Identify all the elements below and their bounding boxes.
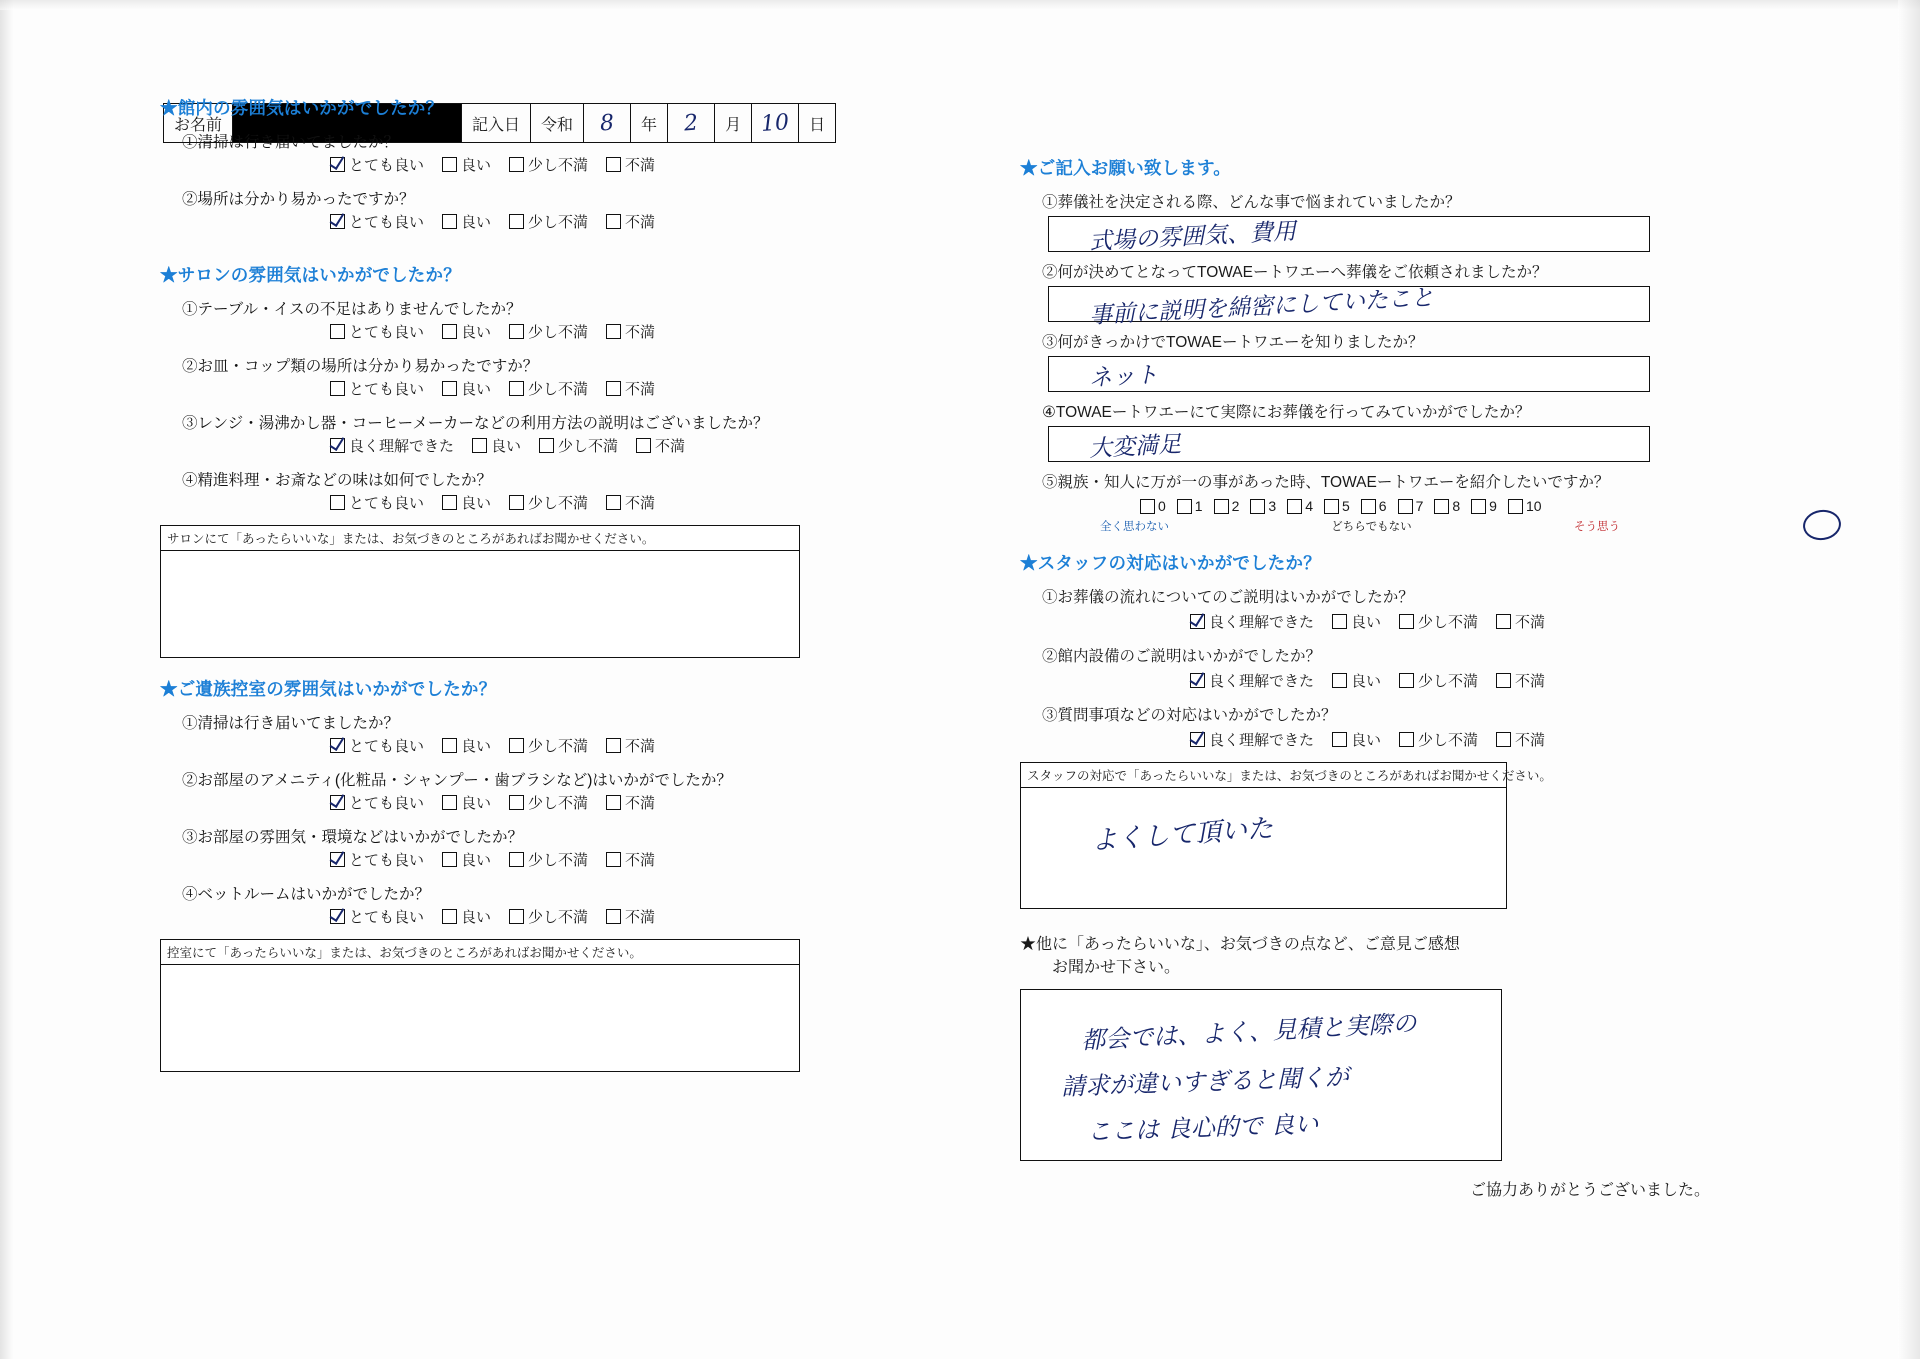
question-label: ①テーブル・イスの不足はありませんでしたか？ — [182, 301, 522, 318]
option-row — [330, 154, 800, 175]
nps-label: 6 — [1378, 498, 1387, 514]
answer-handwriting: 事前に説明を綿密にしていたこと — [1088, 284, 1435, 329]
era-label: 令和 — [531, 104, 584, 142]
question-label: ②場所は分かり易かったですか？ — [182, 191, 415, 208]
option-label: 不満 — [625, 157, 656, 174]
option-label: とても良い — [349, 738, 425, 755]
option-bad[interactable] — [606, 735, 655, 756]
option-row — [330, 735, 800, 756]
checkbox-icon[interactable] — [1496, 732, 1511, 747]
question-label: ④TOWAEートワエーにて実際にお葬儀を行ってみていかがでしたか？ — [1042, 404, 1531, 421]
checkbox-icon[interactable] — [509, 495, 524, 510]
staff-comment-body[interactable] — [1021, 788, 1506, 908]
option-label: 良く理解できた — [1209, 673, 1315, 690]
option-bad[interactable] — [606, 321, 655, 342]
option-label: 良い — [461, 157, 492, 174]
option-good[interactable] — [1332, 611, 1381, 632]
checkbox-icon[interactable] — [1496, 673, 1511, 688]
option-label: 少し不満 — [558, 438, 619, 455]
checkbox-icon[interactable] — [330, 495, 345, 510]
option-label: 不満 — [625, 909, 656, 926]
option-verygood[interactable] — [330, 492, 424, 513]
option-slight[interactable] — [509, 906, 588, 927]
option-verygood[interactable] — [330, 792, 424, 813]
waiting-room-comment-heading: 控室にて「あったらいいな」または、お気づきのところがあればお聞かせください。 — [161, 940, 799, 965]
option-slight[interactable] — [539, 435, 618, 456]
checkbox-icon[interactable] — [442, 738, 457, 753]
checkbox-icon[interactable] — [606, 738, 621, 753]
option-slight[interactable] — [509, 378, 588, 399]
question-label: ③何がきっかけでTOWAEートワエーを知りましたか？ — [1042, 334, 1424, 351]
checkbox-icon[interactable] — [442, 795, 457, 810]
answer-field-2[interactable] — [1048, 284, 1650, 329]
nps-scale-row — [1140, 498, 1720, 514]
checkbox-icon[interactable] — [509, 852, 524, 867]
option-label: 良く理解できた — [1209, 614, 1315, 631]
nps-selection-marker-line — [1098, 514, 1568, 516]
nps-option-10[interactable] — [1508, 498, 1542, 514]
checkbox-icon[interactable] — [1471, 499, 1486, 514]
option-label: 良く理解できた — [1209, 732, 1315, 749]
option-row — [1190, 670, 1720, 691]
option-label: 良い — [461, 909, 492, 926]
option-good[interactable] — [442, 906, 491, 927]
waiting-room-comment-box[interactable] — [160, 939, 800, 1072]
option-good[interactable] — [442, 378, 491, 399]
checkbox-icon[interactable] — [330, 852, 345, 867]
option-bad[interactable] — [606, 378, 655, 399]
option-label: 少し不満 — [528, 909, 589, 926]
nps-legend-left: 全く思わない — [1100, 521, 1169, 533]
nps-option-0[interactable] — [1140, 498, 1166, 514]
option-label: 不満 — [625, 324, 656, 341]
nps-option-3[interactable] — [1250, 498, 1276, 514]
option-understood[interactable] — [330, 435, 454, 456]
option-row — [330, 849, 800, 870]
checkbox-icon[interactable] — [606, 214, 621, 229]
checkbox-icon[interactable] — [330, 157, 345, 172]
option-good[interactable] — [472, 435, 521, 456]
option-label: 少し不満 — [528, 738, 589, 755]
checkbox-icon[interactable] — [330, 381, 345, 396]
checkbox-icon[interactable] — [509, 909, 524, 924]
option-row — [1190, 611, 1720, 632]
option-row — [330, 492, 800, 513]
option-label: 不満 — [1515, 614, 1546, 631]
option-label: 少し不満 — [528, 381, 589, 398]
option-label: 良い — [491, 438, 522, 455]
nps-label: 4 — [1305, 498, 1313, 514]
checkbox-icon[interactable] — [1399, 732, 1414, 747]
salon-comment-heading: サロンにて「あったらいいな」または、お気づきのところがあればお聞かせください。 — [161, 526, 799, 551]
option-slight[interactable] — [509, 492, 588, 513]
question-label: ②お部屋のアメニティ(化粧品・シャンプー・歯ブラシなど)はいかがでしたか？ — [182, 772, 732, 789]
checkbox-icon[interactable] — [472, 438, 487, 453]
checkbox-icon[interactable] — [539, 438, 554, 453]
option-label: 少し不満 — [528, 852, 589, 869]
nps-label: 1 — [1194, 498, 1203, 514]
option-label: とても良い — [349, 381, 425, 398]
answer-handwriting: ネット — [1088, 361, 1159, 392]
checkbox-icon[interactable] — [1190, 732, 1205, 747]
option-slight[interactable] — [1399, 670, 1478, 691]
option-good[interactable] — [442, 321, 491, 342]
option-label: 良い — [1351, 732, 1382, 749]
option-slight[interactable] — [509, 792, 588, 813]
checkbox-icon[interactable] — [606, 795, 621, 810]
checkbox-icon[interactable] — [509, 738, 524, 753]
option-bad[interactable] — [1496, 611, 1545, 632]
checkbox-icon[interactable] — [1190, 673, 1205, 688]
date-label: 記入日 — [462, 104, 531, 142]
question-label: ③お部屋の雰囲気・環境などはいかがでしたか？ — [182, 829, 524, 846]
free-comment-line-1: 都会では、よく、見積と実際の — [1080, 1009, 1418, 1055]
nps-option-4[interactable] — [1287, 498, 1313, 514]
free-comment-notice-line2: お聞かせ下さい。 — [1052, 959, 1181, 976]
checkbox-icon[interactable] — [442, 381, 457, 396]
option-label: 少し不満 — [1418, 673, 1479, 690]
question-label: ④ベットルームはいかがでしたか？ — [182, 886, 431, 903]
option-label: とても良い — [349, 909, 425, 926]
nps-option-1[interactable] — [1177, 498, 1203, 514]
option-good[interactable] — [442, 154, 491, 175]
nps-legend — [1100, 518, 1620, 534]
option-label: とても良い — [349, 795, 425, 812]
option-good[interactable] — [442, 492, 491, 513]
checkbox-icon[interactable] — [509, 795, 524, 810]
free-comment-line-2: 請求が違いすぎると聞くが — [1060, 1062, 1350, 1102]
option-row — [330, 792, 800, 813]
checkbox-icon[interactable] — [636, 438, 651, 453]
checkbox-icon[interactable] — [1496, 614, 1511, 629]
option-label: とても良い — [349, 324, 425, 341]
nps-label: 2 — [1231, 498, 1240, 514]
option-label: 良く理解できた — [349, 438, 455, 455]
option-good[interactable] — [442, 211, 491, 232]
option-bad[interactable] — [606, 211, 655, 232]
option-label: 良い — [461, 214, 492, 231]
nps-label: 9 — [1489, 498, 1497, 514]
checkbox-icon[interactable] — [1140, 499, 1155, 514]
salon-comment-body[interactable] — [161, 551, 799, 657]
option-slight[interactable] — [509, 211, 588, 232]
question-label-nps: ⑤親族・知人に万が一の事があった時、TOWAEートワエーを紹介したいですか？ — [1042, 474, 1610, 491]
option-good[interactable] — [442, 849, 491, 870]
option-label: 良い — [461, 381, 492, 398]
nps-option-6[interactable] — [1361, 498, 1387, 514]
option-label: 少し不満 — [528, 495, 589, 512]
option-good[interactable] — [1332, 729, 1381, 750]
name-label: お名前 — [164, 104, 233, 142]
nps-legend-right: そう思う — [1573, 521, 1620, 533]
option-bad[interactable] — [606, 492, 655, 513]
waiting-room-comment-body[interactable] — [161, 965, 799, 1071]
checkbox-icon[interactable] — [1508, 499, 1523, 514]
answer-field-1[interactable] — [1048, 216, 1650, 255]
checkbox-icon[interactable] — [442, 495, 457, 510]
checkbox-icon[interactable] — [1190, 614, 1205, 629]
option-slight[interactable] — [509, 849, 588, 870]
option-verygood[interactable] — [330, 849, 424, 870]
option-label: 良い — [461, 738, 492, 755]
year-value: 8 — [599, 110, 615, 136]
left-column — [160, 95, 800, 1072]
section-title-building: ★館内の雰囲気はいかがでしたか？ — [160, 98, 444, 118]
option-label: 少し不満 — [528, 214, 589, 231]
month-value: 2 — [683, 110, 699, 136]
option-understood[interactable] — [1190, 729, 1314, 750]
nps-option-9[interactable] — [1471, 498, 1497, 514]
section-title-family-room: ★ご遺族控室の雰囲気はいかがでしたか？ — [160, 679, 497, 699]
nps-label: 10 — [1525, 498, 1542, 514]
nps-option-7[interactable] — [1398, 498, 1424, 514]
checkbox-icon[interactable] — [330, 214, 345, 229]
checkbox-icon[interactable] — [509, 381, 524, 396]
free-comment-notice-line1: ★他に「あったらいいな」、お気づきの点など、ご意見ご感想 — [1020, 936, 1460, 953]
option-label: 不満 — [625, 495, 656, 512]
day-value: 10 — [760, 109, 790, 137]
option-label: 良い — [461, 495, 492, 512]
option-row — [330, 321, 800, 342]
checkbox-icon[interactable] — [442, 852, 457, 867]
checkbox-icon[interactable] — [1214, 499, 1229, 514]
option-label: 良い — [1351, 614, 1382, 631]
checkbox-icon[interactable] — [442, 214, 457, 229]
checkbox-icon[interactable] — [1434, 499, 1449, 514]
option-label: 少し不満 — [1418, 732, 1479, 749]
answer-field-4[interactable] — [1048, 426, 1650, 462]
option-bad[interactable] — [636, 435, 685, 456]
checkbox-icon[interactable] — [1332, 732, 1347, 747]
checkbox-icon[interactable] — [1332, 673, 1347, 688]
month-unit: 月 — [715, 104, 752, 142]
checkbox-icon[interactable] — [330, 324, 345, 339]
option-bad[interactable] — [606, 792, 655, 813]
nps-label: 8 — [1452, 498, 1461, 514]
option-good[interactable] — [442, 735, 491, 756]
option-bad[interactable] — [1496, 670, 1545, 691]
free-comment-notice — [1020, 931, 1720, 977]
answer-field-3[interactable] — [1048, 356, 1650, 392]
checkbox-icon[interactable] — [1399, 673, 1414, 688]
checkbox-icon[interactable] — [509, 214, 524, 229]
option-verygood[interactable] — [330, 154, 424, 175]
checkbox-icon[interactable] — [606, 381, 621, 396]
salon-comment-box[interactable] — [160, 525, 800, 658]
option-understood[interactable] — [1190, 670, 1314, 691]
nps-label: 5 — [1341, 498, 1350, 514]
checkbox-icon[interactable] — [442, 157, 457, 172]
free-comment-line-3: ここは 良心的で 良い — [1086, 1109, 1319, 1147]
option-row — [330, 906, 800, 927]
question-label: ①清掃は行き届いてましたか？ — [182, 134, 400, 151]
option-label: 少し不満 — [528, 324, 589, 341]
right-column — [1020, 155, 1720, 1200]
checkbox-icon[interactable] — [442, 909, 457, 924]
scan-edge-top — [0, 0, 1920, 10]
year-unit: 年 — [631, 104, 668, 142]
checkbox-icon[interactable] — [1398, 499, 1413, 514]
question-label: ①清掃は行き届いてましたか？ — [182, 715, 400, 732]
option-bad[interactable] — [606, 154, 655, 175]
nps-option-2[interactable] — [1214, 498, 1240, 514]
question-label: ③レンジ・湯沸かし器・コーヒーメーカーなどの利用方法の説明はございましたか？ — [182, 415, 769, 432]
question-label: ④精進料理・お斎などの味は如何でしたか？ — [182, 472, 493, 489]
option-verygood[interactable] — [330, 906, 424, 927]
option-label: とても良い — [349, 495, 425, 512]
option-label: 少し不満 — [1418, 614, 1479, 631]
checkbox-icon[interactable] — [606, 495, 621, 510]
checkbox-icon[interactable] — [442, 324, 457, 339]
option-verygood[interactable] — [330, 211, 424, 232]
option-slight[interactable] — [509, 735, 588, 756]
staff-comment-handwriting: よくして頂いた — [1090, 813, 1275, 857]
option-understood[interactable] — [1190, 611, 1314, 632]
option-label: 少し不満 — [528, 157, 589, 174]
answer-handwriting: 式場の雰囲気、費用 — [1088, 218, 1297, 255]
option-good[interactable] — [1332, 670, 1381, 691]
option-slight[interactable] — [509, 321, 588, 342]
option-label: とても良い — [349, 852, 425, 869]
checkbox-icon[interactable] — [1250, 499, 1265, 514]
nps-option-8[interactable] — [1434, 498, 1460, 514]
option-label: 不満 — [625, 852, 656, 869]
nps-selected-circle — [1801, 508, 1843, 543]
option-verygood[interactable] — [330, 321, 424, 342]
option-row — [1190, 729, 1720, 750]
free-comment-box[interactable] — [1020, 989, 1502, 1161]
nps-legend-mid: どちらでもない — [1331, 521, 1412, 533]
option-label: とても良い — [349, 214, 425, 231]
nps-label: 3 — [1268, 498, 1277, 514]
section-title-salon: ★サロンの雰囲気はいかがでしたか？ — [160, 265, 461, 285]
option-label: 不満 — [625, 381, 656, 398]
checkbox-icon[interactable] — [330, 738, 345, 753]
option-row — [330, 211, 800, 232]
question-label: ②お皿・コップ類の場所は分かり易かったですか？ — [182, 358, 539, 375]
checkbox-icon[interactable] — [1287, 499, 1302, 514]
checkbox-icon[interactable] — [1361, 499, 1376, 514]
question-label: ②館内設備のご説明はいかがでしたか？ — [1042, 648, 1322, 665]
section-title-writein: ★ご記入お願い致します。 — [1020, 158, 1231, 178]
nps-label: 0 — [1158, 498, 1166, 514]
option-good[interactable] — [442, 792, 491, 813]
option-label: 不満 — [625, 214, 656, 231]
question-label: ③質問事項などの対応はいかがでしたか？ — [1042, 707, 1337, 724]
answer-handwriting: 大変満足 — [1088, 431, 1182, 462]
checkbox-icon[interactable] — [1332, 614, 1347, 629]
scan-edge-right — [1898, 0, 1920, 1359]
option-bad[interactable] — [606, 849, 655, 870]
option-label: 不満 — [625, 738, 656, 755]
checkbox-icon[interactable] — [1177, 499, 1192, 514]
option-label: 良い — [461, 852, 492, 869]
scan-edge-left — [0, 0, 14, 1359]
option-label: 良い — [461, 795, 492, 812]
option-row — [330, 435, 800, 456]
option-slight[interactable] — [509, 154, 588, 175]
checkbox-icon[interactable] — [606, 852, 621, 867]
option-slight[interactable] — [1399, 729, 1478, 750]
checkbox-icon[interactable] — [330, 795, 345, 810]
checkbox-icon[interactable] — [1399, 614, 1414, 629]
checkbox-icon[interactable] — [606, 324, 621, 339]
checkbox-icon[interactable] — [1324, 499, 1339, 514]
option-label: 不満 — [625, 795, 656, 812]
option-bad[interactable] — [1496, 729, 1545, 750]
option-verygood[interactable] — [330, 735, 424, 756]
checkbox-icon[interactable] — [606, 909, 621, 924]
nps-option-5[interactable] — [1324, 498, 1350, 514]
option-label: 不満 — [655, 438, 686, 455]
option-row — [330, 378, 800, 399]
question-label: ①お葬儀の流れについてのご説明はいかがでしたか？ — [1042, 589, 1414, 606]
checkbox-icon[interactable] — [330, 438, 345, 453]
option-label: 少し不満 — [528, 795, 589, 812]
staff-comment-box[interactable] — [1020, 762, 1552, 909]
option-label: 良い — [1351, 673, 1382, 690]
closing-text: ご協力ありがとうございました。 — [1469, 1182, 1710, 1199]
option-label: 不満 — [1515, 673, 1546, 690]
option-label: 良い — [461, 324, 492, 341]
question-label: ②何が決めてとなってTOWAEートワエーへ葬儀をご依頼されましたか？ — [1042, 264, 1548, 281]
checkbox-icon[interactable] — [509, 157, 524, 172]
option-verygood[interactable] — [330, 378, 424, 399]
section-title-staff: ★スタッフの対応はいかがでしたか？ — [1020, 553, 1321, 573]
staff-comment-heading: スタッフの対応で「あったらいいな」または、お気づきのところがあればお聞かせください。 — [1021, 763, 1506, 788]
checkbox-icon[interactable] — [509, 324, 524, 339]
day-unit: 日 — [809, 116, 826, 134]
option-slight[interactable] — [1399, 611, 1478, 632]
option-bad[interactable] — [606, 906, 655, 927]
question-label: ①葬儀社を決定される際、どんな事で悩まれていましたか？ — [1042, 194, 1461, 211]
option-label: 不満 — [1515, 732, 1546, 749]
nps-label: 7 — [1415, 498, 1424, 514]
option-label: とても良い — [349, 157, 425, 174]
checkbox-icon[interactable] — [330, 909, 345, 924]
checkbox-icon[interactable] — [606, 157, 621, 172]
